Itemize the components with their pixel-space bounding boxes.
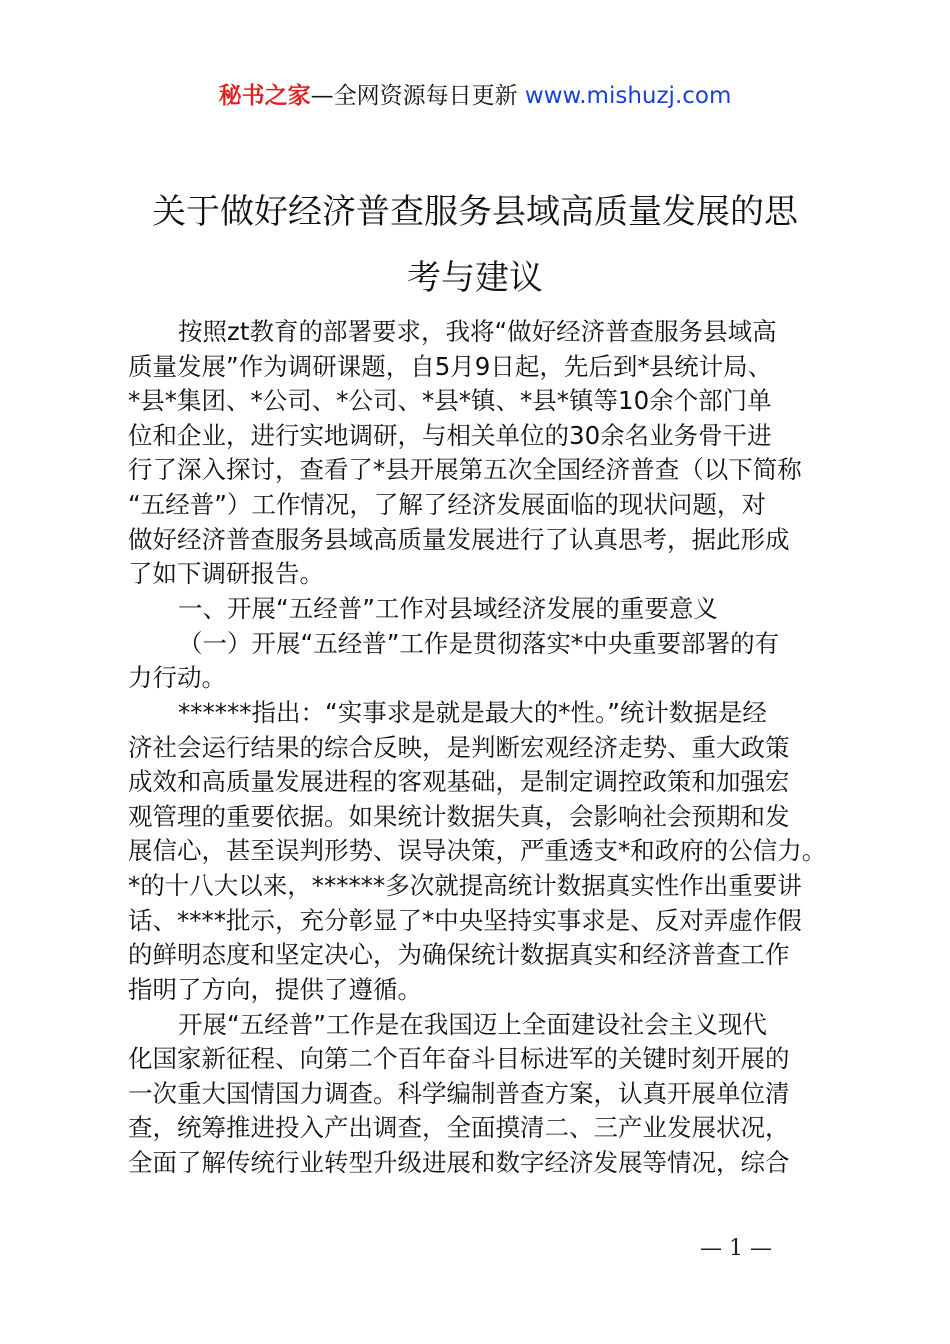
page-number: — 1 — (700, 1236, 772, 1261)
body-line: 了如下调研报告。 (128, 559, 324, 588)
document-title-line-1: 关于做好经济普查服务县域高质量发展的思 (152, 192, 798, 232)
body-line: 一次重大国情国力调查。科学编制普查方案，认真开展单位清 (128, 1079, 790, 1108)
banner-slogan: —全网资源每日更新 (310, 83, 525, 109)
body-line: 全面了解传统行业转型升级进展和数字经济发展等情况，综合 (128, 1148, 790, 1177)
body-line: 的鲜明态度和坚定决心，为确保统计数据真实和经济普查工作 (128, 940, 790, 969)
body-line: 查，统筹推进投入产出调查，全面摸清二、三产业发展状况， (128, 1113, 790, 1142)
body-line: *县*集团、*公司、*公司、*县*镇、*县*镇等10余个部门单 (128, 386, 772, 415)
body-line: 位和企业，进行实地调研，与相关单位的30余名业务骨干进 (128, 421, 772, 450)
section-heading: 一、开展“五经普”工作对县域经济发展的重要意义 (178, 594, 718, 623)
body-line: 指明了方向，提供了遵循。 (128, 975, 422, 1004)
banner-url[interactable]: www.mishuzj.com (524, 83, 732, 109)
banner-brand: 秘书之家 (218, 83, 311, 109)
body-line: “五经普”）工作情况，了解了经济发展面临的现状问题，对 (128, 490, 766, 519)
document-title-line-2: 考与建议 (407, 258, 543, 298)
body-line: 展信心，甚至误判形势、误导决策，严重透支*和政府的公信力。 (128, 836, 827, 865)
body-line: 济社会运行结果的综合反映，是判断宏观经济走势、重大政策 (128, 733, 790, 762)
body-line: 成效和高质量发展进程的客观基础，是制定调控政策和加强宏 (128, 767, 790, 796)
body-line: 质量发展”作为调研课题，自5月9日起，先后到*县统计局、 (128, 352, 773, 381)
body-line: 观管理的重要依据。如果统计数据失真，会影响社会预期和发 (128, 802, 790, 831)
body-line: 开展“五经普”工作是在我国迈上全面建设社会主义现代 (178, 1010, 767, 1039)
body-line: 按照zt教育的部署要求，我将“做好经济普查服务县域高 (178, 317, 777, 346)
subsection-heading: （一）开展“五经普”工作是贯彻落实*中央重要部署的有 (178, 629, 780, 658)
site-banner (0, 78, 950, 114)
body-line: 做好经济普查服务县域高质量发展进行了认真思考，据此形成 (128, 525, 790, 554)
subsection-heading-cont: 力行动。 (128, 663, 226, 692)
body-line: *的十八大以来，******多次就提高统计数据真实性作出重要讲 (128, 871, 802, 900)
body-line: ******指出：“实事求是就是最大的*性。”统计数据是经 (178, 698, 767, 727)
body-line: 化国家新征程、向第二个百年奋斗目标进军的关键时刻开展的 (128, 1044, 790, 1073)
body-line: 话、****批示，充分彰显了*中央坚持实事求是、反对弄虚作假 (128, 906, 802, 935)
body-line: 行了深入探讨，查看了*县开展第五次全国经济普查（以下简称 (128, 455, 802, 484)
